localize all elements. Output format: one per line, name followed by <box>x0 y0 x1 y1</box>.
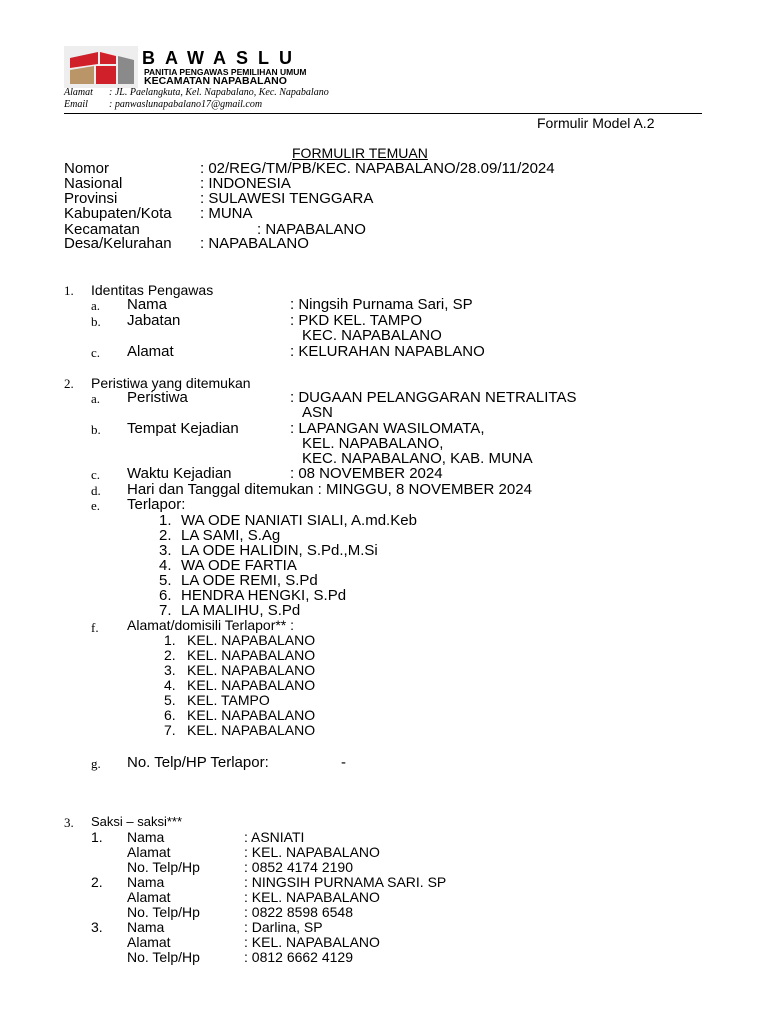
s2-g-value: - <box>341 754 346 771</box>
witness-phone-label: No. Telp/Hp <box>127 904 200 920</box>
domisili-item: KEL. NAPABALANO <box>187 647 316 663</box>
section-1-title: Identitas Pengawas <box>91 282 214 298</box>
section-2-title: Peristiwa yang ditemukan <box>91 375 251 391</box>
witness-number: 2. <box>91 874 103 890</box>
domisili-item: KEL. NAPABALANO <box>187 662 316 678</box>
witness-name: : Darlina, SP <box>244 919 323 935</box>
s2-a-value-2: ASN <box>302 404 333 421</box>
domisili-item: KEL. NAPABALANO <box>187 707 316 723</box>
bawaslu-emblem-icon <box>64 46 138 88</box>
s2-g-label: No. Telp/HP Terlapor: <box>127 754 269 771</box>
terlapor-num: 7. <box>159 602 172 619</box>
domisili-item: KEL. NAPABALANO <box>187 677 316 693</box>
terlapor-item: LA ODE REMI, S.Pd <box>181 572 318 589</box>
terlapor-item: LA ODE HALIDIN, S.Pd.,M.Si <box>181 542 378 559</box>
s2-a-letter: a. <box>91 391 101 406</box>
s1-b-value-2: KEC. NAPABALANO <box>302 327 442 344</box>
s2-b-value-2: KEL. NAPABALANO, <box>302 435 444 452</box>
s2-d-letter: d. <box>91 483 101 498</box>
s1-a-letter: a. <box>91 298 101 313</box>
s2-d-text: Hari dan Tanggal ditemukan : MINGGU, 8 NOVEMBER 2024 <box>127 481 532 498</box>
domisili-num: 4. <box>164 677 176 693</box>
domisili-num: 3. <box>164 662 176 678</box>
witness-addr: : KEL. NAPABALANO <box>244 889 380 905</box>
info-value-kabupaten: : MUNA <box>200 205 253 222</box>
witness-phone-label: No. Telp/Hp <box>127 949 200 965</box>
email-label: Email <box>64 99 88 110</box>
s2-e-letter: e. <box>91 498 101 513</box>
s2-c-value: : 08 NOVEMBER 2024 <box>290 465 443 482</box>
section-2-number: 2. <box>64 376 74 391</box>
terlapor-item: HENDRA HENGKI, S.Pd <box>181 587 347 604</box>
witness-number: 3. <box>91 919 103 935</box>
s2-g-letter: g. <box>91 756 101 771</box>
info-value-desa: : NAPABALANO <box>200 235 309 252</box>
witness-name: : ASNIATI <box>244 829 305 845</box>
info-label-provinsi: Provinsi <box>64 190 118 207</box>
s2-f-letter: f. <box>91 620 99 635</box>
terlapor-num: 3. <box>159 542 172 559</box>
info-value-nomor: : 02/REG/TM/PB/KEC. NAPABALANO/28.09/11/2024 <box>200 160 555 177</box>
witness-addr-label: Alamat <box>127 889 171 905</box>
s2-b-letter: b. <box>91 422 101 437</box>
s2-c-letter: c. <box>91 467 101 482</box>
domisili-num: 6. <box>164 707 176 723</box>
s2-b-value-3: KEC. NAPABALANO, KAB. MUNA <box>302 450 533 467</box>
terlapor-item: LA SAMI, S.Ag <box>181 527 281 544</box>
witness-name-label: Nama <box>127 874 165 890</box>
domisili-num: 7. <box>164 722 176 738</box>
terlapor-item: WA ODE NANIATI SIALI, A.md.Keb <box>181 512 417 529</box>
s1-b-value: : PKD KEL. TAMPO <box>290 312 422 329</box>
terlapor-num: 5. <box>159 572 172 589</box>
witness-phone-label: No. Telp/Hp <box>127 859 200 875</box>
org-line-1: PANITIA PENGAWAS PEMILIHAN UMUM <box>144 67 307 77</box>
info-label-desa: Desa/Kelurahan <box>64 235 172 252</box>
witness-phone: : 0822 8598 6548 <box>244 904 353 920</box>
witness-addr: : KEL. NAPABALANO <box>244 934 380 950</box>
org-line-2: KECAMATAN NAPABALANO <box>144 75 287 87</box>
info-label-nasional: Nasional <box>64 175 123 192</box>
s1-a-value: : Ningsih Purnama Sari, SP <box>290 296 473 313</box>
domisili-num: 2. <box>164 647 176 663</box>
witness-name: : NINGSIH PURNAMA SARI. SP <box>244 874 447 890</box>
s2-e-label: Terlapor: <box>127 496 186 513</box>
witness-addr-label: Alamat <box>127 844 171 860</box>
s2-b-label: Tempat Kejadian <box>127 420 239 437</box>
form-model: Formulir Model A.2 <box>537 115 655 131</box>
witness-phone: : 0812 6662 4129 <box>244 949 353 965</box>
domisili-item: KEL. NAPABALANO <box>187 722 316 738</box>
page-title: FORMULIR TEMUAN <box>292 145 428 161</box>
domisili-item: KEL. NAPABALANO <box>187 632 316 648</box>
address-value: : JL. Paelangkuta, Kel. Napabalano, Kec. Napabalano <box>109 87 329 98</box>
email-value: : panwaslunapabalano17@gmail.com <box>109 99 263 110</box>
info-value-nasional: : INDONESIA <box>200 175 291 192</box>
terlapor-num: 6. <box>159 587 172 604</box>
terlapor-item: WA ODE FARTIA <box>181 557 297 574</box>
domisili-num: 5. <box>164 692 176 708</box>
address-label: Alamat <box>64 87 93 98</box>
info-label-nomor: Nomor <box>64 160 110 177</box>
terlapor-num: 1. <box>159 512 172 529</box>
terlapor-item: LA MALIHU, S.Pd <box>181 602 301 619</box>
section-3-number: 3. <box>64 815 74 830</box>
domisili-num: 1. <box>164 632 176 648</box>
s1-c-value: : KELURAHAN NAPABLANO <box>290 343 485 360</box>
section-1-number: 1. <box>64 283 74 298</box>
terlapor-num: 4. <box>159 557 172 574</box>
letterhead-logo <box>64 46 356 88</box>
witness-addr: : KEL. NAPABALANO <box>244 844 380 860</box>
org-name: BAWASLU <box>142 48 302 68</box>
s2-c-label: Waktu Kejadian <box>127 465 232 482</box>
witness-name-label: Nama <box>127 919 165 935</box>
s1-c-letter: c. <box>91 345 101 360</box>
s2-f-label: Alamat/domisili Terlapor** : <box>127 617 295 633</box>
s1-a-label: Nama <box>127 296 168 313</box>
domisili-item: KEL. TAMPO <box>187 692 270 708</box>
s1-b-letter: b. <box>91 314 101 329</box>
info-value-kecamatan: : NAPABALANO <box>257 221 366 238</box>
s1-b-label: Jabatan <box>127 312 181 329</box>
s2-a-label: Peristiwa <box>127 389 188 406</box>
s1-c-label: Alamat <box>127 343 174 360</box>
witness-name-label: Nama <box>127 829 165 845</box>
witness-number: 1. <box>91 829 103 845</box>
section-3-title: Saksi – saksi*** <box>91 814 183 829</box>
info-label-kabupaten: Kabupaten/Kota <box>64 205 172 222</box>
info-label-kecamatan: Kecamatan <box>64 221 140 238</box>
witness-addr-label: Alamat <box>127 934 171 950</box>
terlapor-num: 2. <box>159 527 172 544</box>
info-value-provinsi: : SULAWESI TENGGARA <box>200 190 374 207</box>
witness-phone: : 0852 4174 2190 <box>244 859 353 875</box>
s2-a-value: : DUGAAN PELANGGARAN NETRALITAS <box>290 389 577 406</box>
s2-b-value: : LAPANGAN WASILOMATA, <box>290 420 485 437</box>
header-divider <box>64 113 702 114</box>
